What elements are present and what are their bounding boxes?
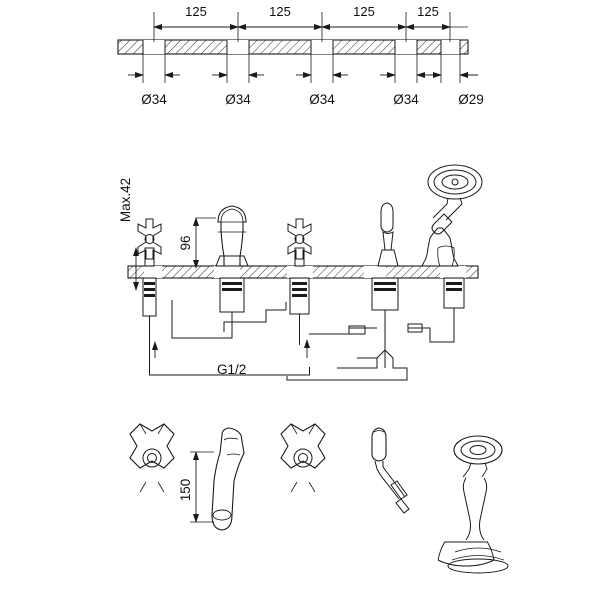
spacing-label-1: 125 — [185, 4, 207, 19]
plumbing-network — [150, 300, 455, 380]
g-half-leaders — [155, 340, 307, 358]
spout-height-dimension — [196, 218, 216, 268]
diameter-label-1: Ø34 — [141, 92, 167, 107]
dimension-labels — [118, 4, 484, 501]
component-diverter — [372, 428, 409, 513]
diameter-label-2: Ø34 — [225, 92, 251, 107]
diameter-label-3: Ø34 — [309, 92, 335, 107]
elevation-handshower — [422, 165, 482, 332]
max-thickness-label: Max.42 — [118, 177, 133, 223]
component-cross-handle-right — [281, 424, 325, 492]
deck-strip — [118, 40, 468, 54]
plan-extension-lines-bottom — [143, 54, 460, 83]
elevation-valve-left — [138, 219, 161, 345]
elevation-valve-right — [288, 219, 311, 345]
g-half-label: G1/2 — [217, 362, 247, 377]
spout-height-label: 96 — [178, 235, 193, 251]
spacing-label-2: 125 — [269, 4, 291, 19]
spacing-label-3: 125 — [353, 4, 375, 19]
component-handshower — [438, 436, 508, 573]
elevation-section — [128, 165, 482, 380]
handle-height-label: 150 — [178, 478, 193, 502]
top-plan-section — [118, 12, 478, 83]
spacing-label-4: 125 — [417, 4, 439, 19]
handle-height-dimension — [190, 452, 214, 522]
diameter-label-5: Ø29 — [458, 92, 484, 107]
component-cross-handle-left — [130, 424, 174, 492]
elevation-deck — [128, 266, 478, 278]
component-spout — [212, 428, 244, 530]
diameter-label-4: Ø34 — [393, 92, 419, 107]
